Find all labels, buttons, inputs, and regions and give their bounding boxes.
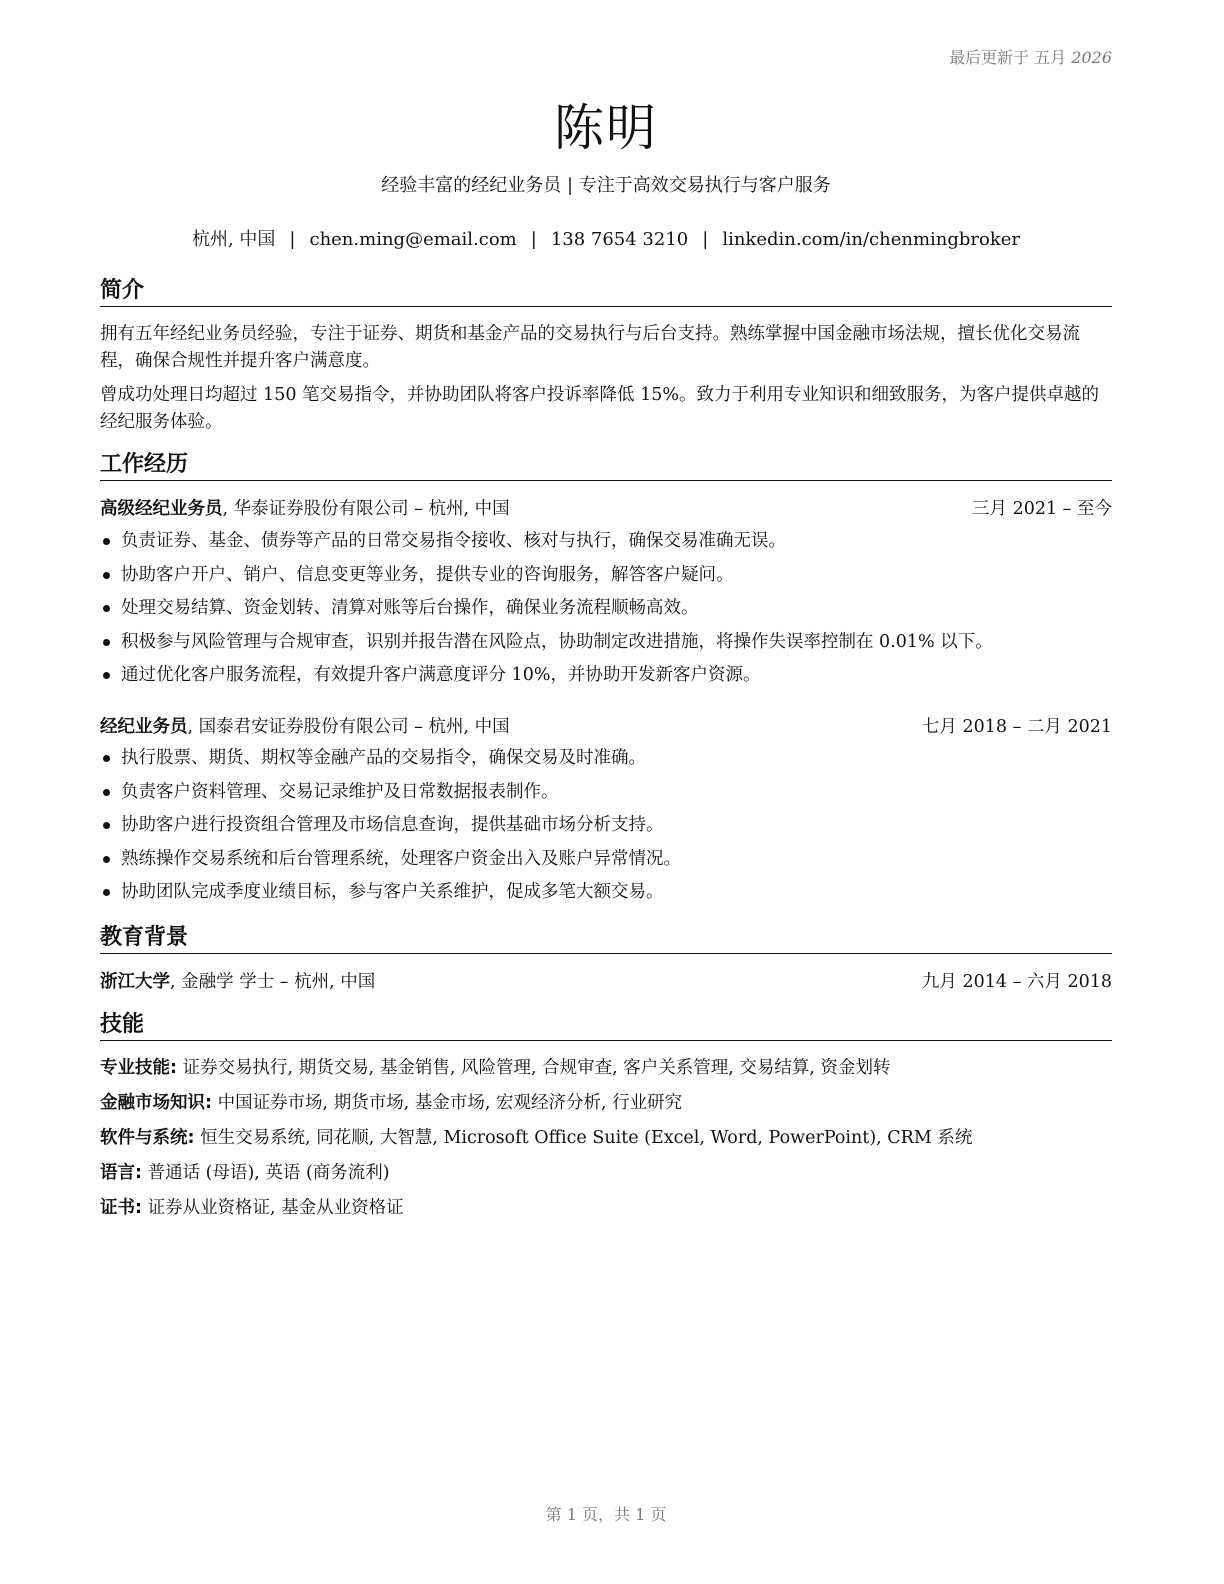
skill-value: 普通话 (母语), 英语 (商务流利) [142, 1163, 390, 1183]
resume-page [100, 0, 1112, 1584]
last-updated-month: 五月 [1034, 48, 1067, 67]
job-dates: 三月 2021 – 至今 [972, 499, 1112, 519]
list-item: 协助团队完成季度业绩目标，参与客户关系维护，促成多笔大额交易。 [100, 880, 1112, 914]
skill-line [100, 1161, 1112, 1185]
job-company: , 国泰君安证券股份有限公司 – 杭州, 中国 [187, 717, 510, 737]
job-company: , 华泰证券股份有限公司 – 杭州, 中国 [222, 499, 510, 519]
list-item: 熟练操作交易系统和后台管理系统，处理客户资金出入及账户异常情况。 [100, 847, 1112, 881]
list-item: 执行股票、期货、期权等金融产品的交易指令，确保交易及时准确。 [100, 746, 1112, 780]
education-entry [100, 970, 1112, 994]
contact-email[interactable]: chen.ming@email.com [309, 229, 517, 250]
education-school: 浙江大学 [100, 972, 170, 992]
summary-paragraph: 拥有五年经纪业务员经验，专注于证券、期货和基金产品的交易执行与后台支持。熟练掌握中国金融市场法规，擅长优化交易流程，确保合规性并提升客户满意度。 [100, 324, 1080, 371]
skill-label: 专业技能: [100, 1058, 177, 1078]
education-dates: 九月 2014 – 六月 2018 [921, 972, 1112, 992]
headline: 经验丰富的经纪业务员 | 专注于高效交易执行与客户服务 [381, 175, 831, 196]
skill-value: 证券交易执行, 期货交易, 基金销售, 风险管理, 合规审查, 客户关系管理, 交易结算, 资金划转 [177, 1058, 891, 1078]
contact-separator: | [530, 229, 537, 250]
list-item: 通过优化客户服务流程，有效提升客户满意度评分 10%，并协助开发新客户资源。 [100, 663, 1112, 697]
section-title-experience: 工作经历 [100, 451, 1112, 481]
skill-label: 金融市场知识: [100, 1093, 212, 1113]
job-dates: 七月 2018 – 二月 2021 [921, 717, 1112, 737]
list-item: 积极参与风险管理与合规审查，识别并报告潜在风险点，协助制定改进措施，将操作失误率控制在 0.01% 以下。 [100, 630, 1112, 664]
job-title: 经纪业务员 [100, 717, 188, 737]
list-item: 协助客户进行投资组合管理及市场信息查询，提供基础市场分析支持。 [100, 813, 1112, 847]
skill-value: 恒生交易系统, 同花顺, 大智慧, Microsoft Office Suite (Excel, Word, PowerPoint), CRM 系统 [194, 1128, 973, 1148]
list-item: 负责客户资料管理、交易记录维护及日常数据报表制作。 [100, 780, 1112, 814]
list-item: 负责证券、基金、债券等产品的日常交易指令接收、核对与执行，确保交易准确无误。 [100, 529, 1112, 563]
skill-label: 语言: [100, 1163, 142, 1183]
skill-line [100, 1196, 1112, 1220]
job-header [100, 715, 1112, 739]
contact-separator: | [289, 229, 296, 250]
list-item: 协助客户开户、销户、信息变更等业务，提供专业的咨询服务，解答客户疑问。 [100, 563, 1112, 597]
skill-label: 软件与系统: [100, 1128, 195, 1148]
contact-line [100, 225, 1112, 251]
job-header [100, 497, 1112, 521]
education-degree: , 金融学 学士 – 杭州, 中国 [170, 972, 376, 992]
last-updated-year: 2026 [1071, 48, 1112, 67]
page-number: 第 1 页，共 1 页 [545, 1505, 667, 1524]
last-updated-prefix: 最后更新于 [949, 48, 1030, 67]
last-updated [949, 45, 1112, 68]
candidate-name: 陈明 [554, 99, 658, 157]
contact-linkedin[interactable]: linkedin.com/in/chenmingbroker [722, 229, 1021, 250]
contact-phone: 138 7654 3210 [550, 229, 689, 250]
skill-value: 中国证券市场, 期货市场, 基金市场, 宏观经济分析, 行业研究 [212, 1093, 683, 1113]
contact-location: 杭州, 中国 [191, 229, 276, 250]
section-title-summary: 简介 [100, 277, 1112, 307]
skill-line [100, 1091, 1112, 1115]
job-title: 高级经纪业务员 [100, 499, 223, 519]
skill-line [100, 1126, 1112, 1150]
job-bullet-list [100, 746, 1112, 914]
list-item: 处理交易结算、资金划转、清算对账等后台操作，确保业务流程顺畅高效。 [100, 596, 1112, 630]
skill-value: 证券从业资格证, 基金从业资格证 [142, 1198, 404, 1218]
section-title-education: 教育背景 [100, 924, 1112, 954]
summary-paragraph: 曾成功处理日均超过 150 笔交易指令，并协助团队将客户投诉率降低 15%。致力于利用专业知识和细致服务，为客户提供卓越的经纪服务体验。 [100, 385, 1099, 432]
contact-separator: | [702, 229, 709, 250]
skill-line [100, 1056, 1112, 1080]
section-title-skills: 技能 [100, 1011, 1112, 1041]
skill-label: 证书: [100, 1198, 142, 1218]
job-bullet-list [100, 529, 1112, 697]
